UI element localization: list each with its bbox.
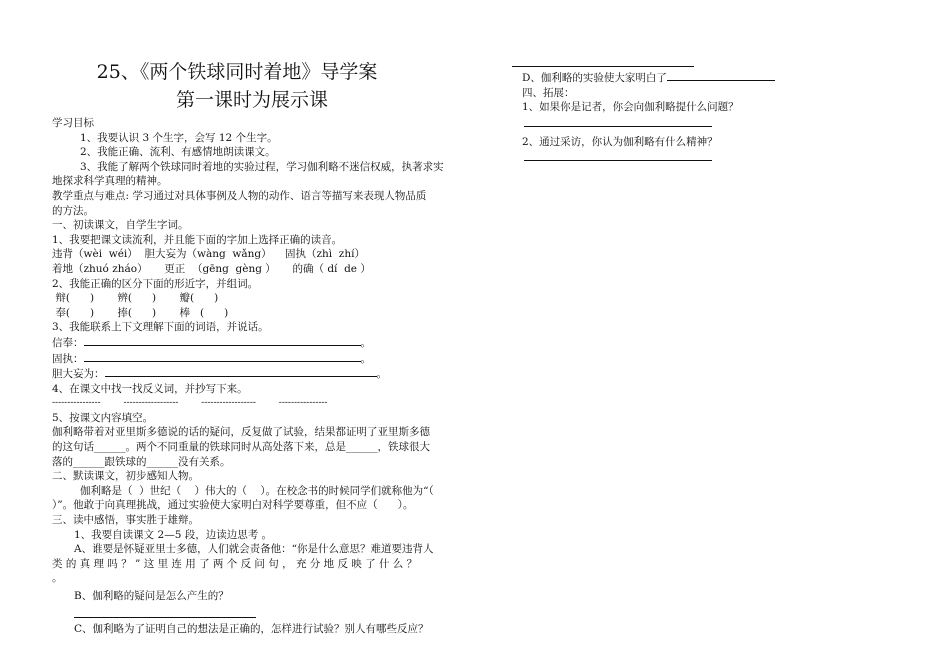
period: 。 <box>360 336 371 349</box>
goal-2: 2、我能正确、流利、有感情地朗读课文。 <box>80 146 276 159</box>
answer-line-1 <box>524 117 712 127</box>
section-4-heading: 四、拓展： <box>522 86 575 99</box>
question-D-label: D、伽利略的实验使大家明白了 <box>522 72 667 84</box>
question-D <box>512 70 812 86</box>
para-2b: ）”。他敢于向真理挑战，通过实验使大家明白对科学要尊重，但不应（ ）。 <box>52 499 414 512</box>
word-row-3 <box>52 366 452 382</box>
pinyin-row-1: 违背（wèi wéi） 胆大妄为（wàng wǎng） 固执（zhì zhí） <box>52 248 365 261</box>
focus-line-a: 教学重点与难点: 学习通过对具体事例及人物的动作、语言等描写来表现人物品质 <box>52 189 427 202</box>
chars-row-1: 辩( ) 辨( ) 瓣( ) <box>52 292 219 305</box>
antonym-blanks: ---------------- ------------------ ------------------ ---------------- <box>52 398 328 409</box>
fill-line-b: 的这句话______。两个不同重量的铁球同时从高处落下来，总是______，铁球很大 <box>52 441 430 454</box>
task-1-5: 5、按课文内容填空。 <box>52 411 154 424</box>
blank-line <box>84 335 361 346</box>
goal-1: 1、我要认识 3 个生字，会写 12 个生字。 <box>80 131 278 144</box>
goal-3a: 3、我能了解两个铁球同时着地的实验过程，学习伽利略不迷信权威，执著求实 <box>80 160 444 173</box>
fill-line-a: 伽利略带着对亚里斯多德说的话的疑问，反复做了试验，结果都证明了亚里斯多德 <box>52 426 430 439</box>
focus-line-b: 的方法。 <box>52 204 94 217</box>
extension-question-2: 2、通过采访，你认为伽利略有什么精神？ <box>522 135 718 148</box>
left-column <box>52 58 452 636</box>
word-row-2 <box>52 351 452 367</box>
section-1-heading: 一、初读课文，自学生字词。 <box>52 219 189 232</box>
para-2a: 伽利略是（ ）世纪（ ）伟大的（ ）。在校念书的时候同学们就称他为“（ <box>80 484 434 497</box>
section-2-heading: 二、默读课文，初步感知人物。 <box>52 470 199 483</box>
question-A-3: 。 <box>52 572 63 585</box>
word-row-1 <box>52 335 452 351</box>
page-subtitle: 第一课时为展示课 <box>175 89 328 111</box>
page-title: 25、《两个铁球同时着地》导学案 <box>96 61 378 83</box>
task-1-2: 2、我能正确的区分下面的形近字，并组词。 <box>52 277 259 290</box>
task-1-1: 1、我要把课文读流利，并且能下面的字加上选择正确的读音。 <box>52 233 343 246</box>
period: 。 <box>376 368 387 381</box>
blank-line <box>84 351 361 362</box>
question-B: B、伽利略的疑问是怎么产生的？ <box>74 590 229 602</box>
task-3-1: 1、我要自读课文 2—5 段，边读边思考 。 <box>74 528 273 541</box>
word-label: 固执： <box>52 352 84 365</box>
blank-line <box>105 366 377 377</box>
task-1-3: 3、我能联系上下文理解下面的词语，并说话。 <box>52 321 269 334</box>
goals-heading: 学习目标 <box>52 117 94 129</box>
pinyin-row-2: 着地（zhuó zháo） 更正 （gēng gèng ） 的确（ dí de ） <box>52 262 371 275</box>
task-1-4: 4、在课文中找一找反义词，并抄写下来。 <box>52 382 248 395</box>
period: 。 <box>360 352 371 365</box>
fill-line-c: 落的______跟铁球的______没有关系。 <box>52 455 231 468</box>
question-A-1: A、谁要是怀疑亚里士多德，人们就会责备他：“你是什么意思？难道要违背人 <box>74 543 434 556</box>
word-label: 信奉： <box>52 336 84 349</box>
question-C: C、伽利略为了证明自己的想法是正确的，怎样进行试验？别人有哪些反应？ <box>74 622 429 635</box>
goal-3b: 地探求科学真理的精神。 <box>52 175 168 188</box>
extension-question-1: 1、如果你是记者，你会向伽利略提什么问题？ <box>522 101 739 114</box>
answer-line-2 <box>524 151 712 161</box>
answer-line-B <box>74 608 256 618</box>
question-A-2: 类 的 真 理 吗 ？ ” 这 里 连 用 了 两 个 反 问 句 ， 充 分 地 反 映 了 什 么 ？ <box>52 557 418 570</box>
right-column <box>512 60 812 161</box>
section-3-heading: 三、读中感悟，事实胜于雄辩。 <box>52 514 199 527</box>
blank-line <box>667 70 775 81</box>
chars-row-2: 奉( ) 捧( ) 棒 ( ) <box>52 306 229 319</box>
word-label: 胆大妄为： <box>52 368 105 381</box>
